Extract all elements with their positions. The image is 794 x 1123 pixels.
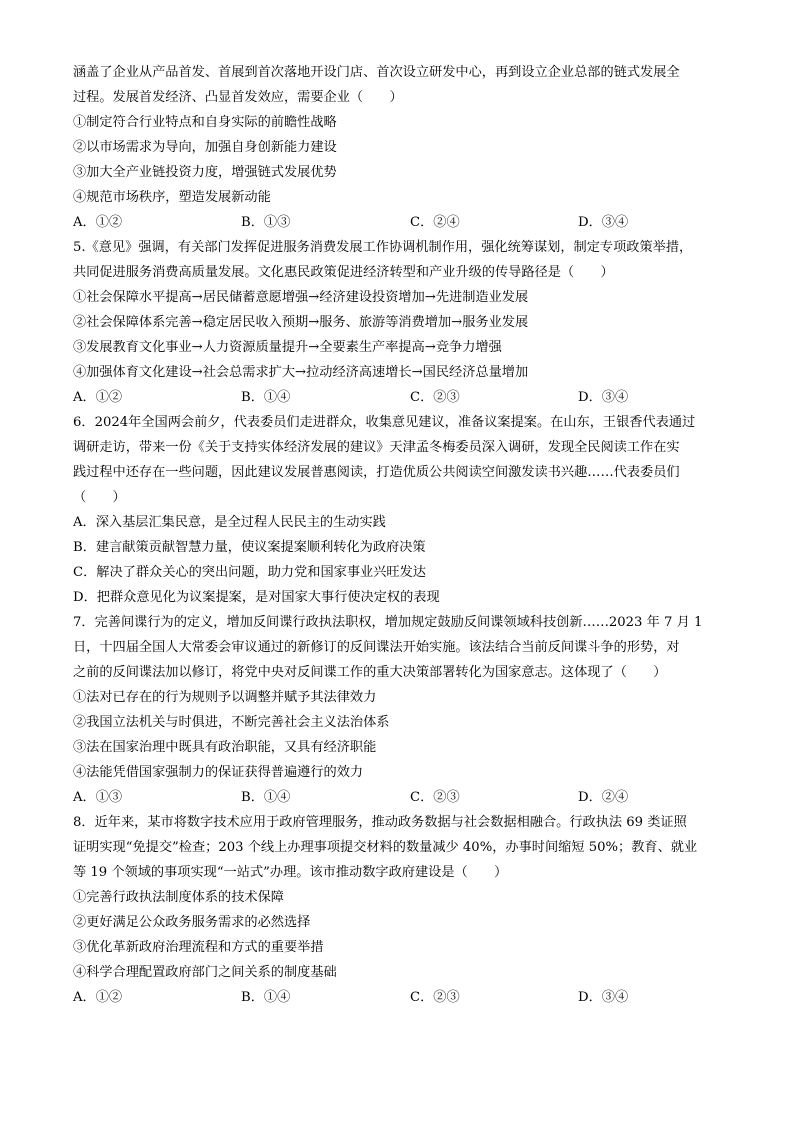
option-b: B．①④: [241, 790, 291, 805]
question-stem-line: 践过程中还存在一些问题，因此建议发展普惠阅读，打造优质公共阅读空间激发读书兴趣……代表委员们: [73, 465, 680, 480]
statement-item: ①完善行政执法制度体系的技术保障: [73, 890, 284, 905]
question-4: [73, 60, 733, 235]
question-stem-line: 证明实现“免提交”检查；203 个线上办理事项提交材料的数量减少 40%，办事时间缩短 50%；教育、就业: [73, 840, 698, 855]
statement-item: ④法能凭借国家强制力的保证获得普遍遵行的效力: [73, 765, 364, 780]
question-8: [73, 810, 733, 1010]
question-stem-line: 日，十四届全国人大常委会审议通过的新修订的反间谍法开始实施。该法结合当前反间谍斗争的形势，对: [73, 640, 680, 655]
option-c: C．②③: [410, 390, 460, 405]
choice-d: D．把群众意见化为议案提案，是对国家大事行使决定权的表现: [73, 590, 440, 605]
choice-c: C．解决了群众关心的突出问题，助力党和国家事业兴旺发达: [73, 565, 426, 580]
answer-options: [73, 385, 733, 410]
choice-a: A．深入基层汇集民意，是全过程人民民主的生动实践: [73, 515, 386, 530]
option-c: C．②④: [410, 215, 460, 230]
statement-item: ①制定符合行业特点和自身实际的前瞻性战略: [73, 115, 337, 130]
question-5: [73, 235, 733, 410]
option-a: A．①②: [73, 390, 123, 405]
question-6: [73, 410, 733, 610]
statement-item: ④规范市场秩序，塑造发展新动能: [73, 190, 271, 205]
option-d: D．③④: [578, 390, 629, 405]
question-stem-line: 过程。发展首发经济、凸显首发效应，需要企业（ ）: [73, 90, 403, 105]
question-stem-line: （ ）: [73, 490, 126, 505]
statement-item: ①社会保障水平提高→居民储蓄意愿增强→经济建设投资增加→先进制造业发展: [73, 290, 529, 305]
question-stem-line: 之前的反间谍法加以修订，将党中央对反间谍工作的重大决策部署转化为国家意志。这体现了（ ）: [73, 665, 667, 680]
question-stem-line: 6．2024年全国两会前夕，代表委员们走进群众，收集意见建议，准备议案提案。在山东，王银香代表通过: [73, 415, 696, 430]
statement-item: ①法对已存在的行为规则予以调整并赋予其法律效力: [73, 690, 377, 705]
option-d: D．③④: [578, 990, 629, 1005]
option-d: D．②④: [578, 790, 629, 805]
statement-item: ③法在国家治理中既具有政治职能，又具有经济职能: [73, 740, 377, 755]
answer-options: [73, 985, 733, 1010]
statement-item: ②我国立法机关与时俱进，不断完善社会主义法治体系: [73, 715, 390, 730]
question-stem-line: 共同促进服务消费高质量发展。文化惠民政策促进经济转型和产业升级的传导路径是（ ）: [73, 265, 614, 280]
question-stem-line: 调研走访，带来一份《关于支持实体经济发展的建议》天津孟冬梅委员深入调研，发现全民阅读工作在实: [73, 440, 680, 455]
statement-item: ④加强体育文化建设→社会总需求扩大→拉动经济高速增长→国民经济总量增加: [73, 365, 529, 380]
statement-item: ②以市场需求为导向，加强自身创新能力建设: [73, 140, 337, 155]
option-d: D．③④: [578, 215, 629, 230]
option-a: A．①③: [73, 790, 123, 805]
option-a: A．①②: [73, 990, 123, 1005]
statement-item: ②更好满足公众政务服务需求的必然选择: [73, 915, 311, 930]
option-b: B．①③: [241, 215, 291, 230]
question-stem-line: 8．近年来，某市将数字技术应用于政府管理服务，推动政务数据与社会数据相融合。行政执法 69 类证照: [73, 815, 687, 830]
option-b: B．①④: [241, 990, 291, 1005]
answer-options: [73, 210, 733, 235]
option-c: C．②③: [410, 790, 460, 805]
statement-item: ④科学合理配置政府部门之间关系的制度基础: [73, 965, 337, 980]
question-stem-line: 5.《意见》强调，有关部门发挥促进服务消费发展工作协调机制作用，强化统筹谋划，制定专项政策举措，: [73, 240, 693, 255]
question-7: [73, 610, 733, 810]
statement-item: ③加大全产业链投资力度，增强链式发展优势: [73, 165, 337, 180]
option-a: A．①②: [73, 215, 123, 230]
statement-item: ③发展教育文化事业→人力资源质量提升→全要素生产率提高→竞争力增强: [73, 340, 502, 355]
statement-item: ②社会保障体系完善→稳定居民收入预期→服务、旅游等消费增加→服务业发展: [73, 315, 529, 330]
option-b: B．①④: [241, 390, 291, 405]
exam-page: [73, 60, 733, 1010]
choice-b: B．建言献策贡献智慧力量，使议案提案顺利转化为政府决策: [73, 540, 426, 555]
statement-item: ③优化革新政府治理流程和方式的重要举措: [73, 940, 324, 955]
answer-options: [73, 785, 733, 810]
question-stem-line: 等 19 个领域的事项实现“一站式”办理。该市推动数字政府建设是（ ）: [73, 865, 508, 880]
question-stem-line: 7．完善间谍行为的定义，增加反间谍行政执法职权，增加规定鼓励反间谍领域科技创新……2023 年 7 月 1: [73, 615, 703, 630]
question-stem-line: 涵盖了企业从产品首发、首展到首次落地开设门店、首次设立研发中心，再到设立企业总部的链式发展全: [73, 65, 680, 80]
option-c: C．②③: [410, 990, 460, 1005]
